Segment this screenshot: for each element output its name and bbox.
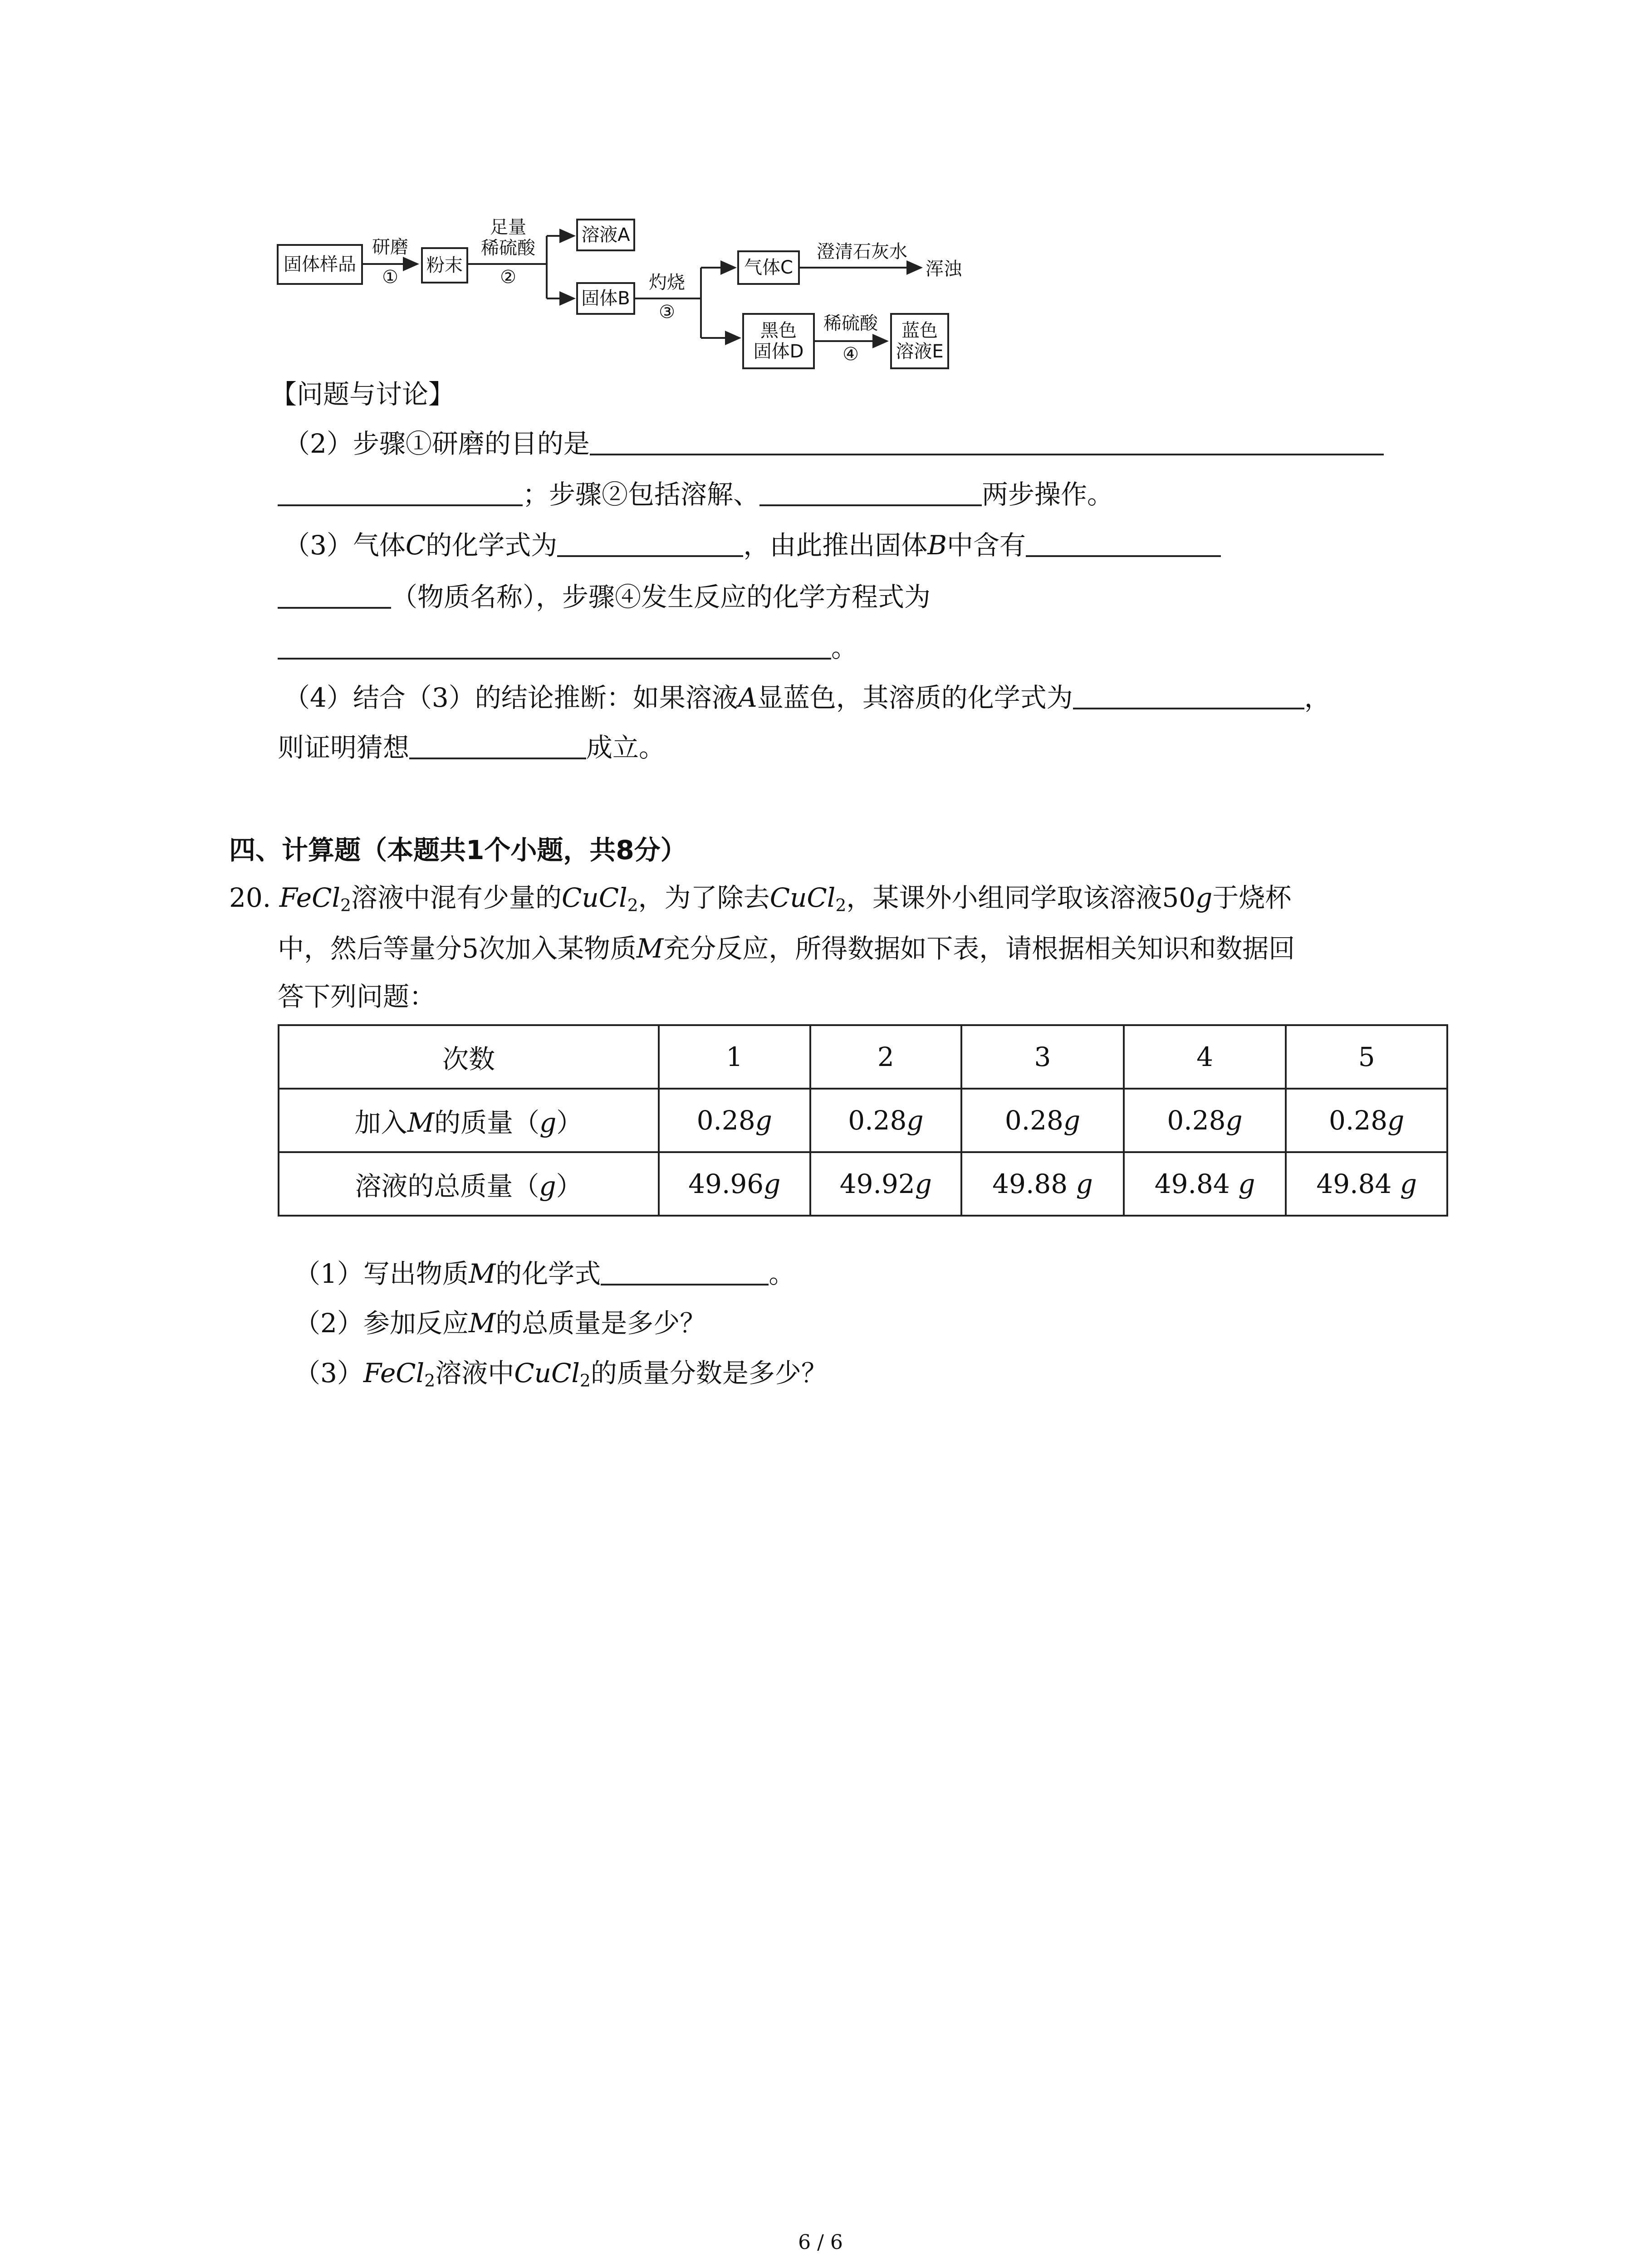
sub-q3: [294, 1360, 828, 1389]
q20-cucl-sub-2: 2: [835, 895, 847, 915]
q20-line2-a: 中，然后等量分5次加入某物质: [278, 933, 637, 964]
q20-fecl-sub: 2: [340, 895, 351, 915]
section4-heading: 四、计算题（本题共1个小题，共8分）: [229, 835, 687, 865]
box-solution-a: [576, 219, 635, 251]
q3-var-c: C: [405, 530, 426, 561]
discussion-heading: 【问题与讨论】: [270, 379, 455, 410]
step1-label: ①: [382, 267, 398, 288]
q2-text-a: （2）步骤①研磨的目的是: [284, 428, 590, 459]
q20-text2: ，为了除去: [638, 882, 770, 913]
sub-q1: [294, 1260, 795, 1287]
table-col-2: 2: [810, 1025, 962, 1089]
data-table: [278, 1024, 1448, 1217]
row2-unit: g: [1076, 1168, 1093, 1199]
row1-unit: g: [906, 1105, 924, 1136]
q3-text-c: ，由此推出固体: [743, 530, 928, 561]
row2-unit: g: [1400, 1168, 1417, 1199]
box-gas-c: [737, 250, 800, 285]
row2-unit: g: [764, 1168, 781, 1199]
table-col-1: 1: [659, 1025, 810, 1089]
row2-cell: [1124, 1152, 1286, 1216]
row1-unit: g: [755, 1105, 772, 1136]
step3-label: ③: [659, 302, 675, 323]
q20-line2: [278, 935, 1295, 962]
sub-q2-m: M: [468, 1308, 496, 1339]
q3-blank-1[interactable]: [557, 532, 743, 557]
row1-label-m: M: [407, 1107, 435, 1138]
q20-fecl: FeCl: [279, 882, 341, 913]
row2-value: 49.88: [992, 1168, 1076, 1199]
row1-value: 0.28: [1167, 1105, 1226, 1136]
box-solid-sample: [277, 244, 363, 285]
row2-unit: g: [1238, 1168, 1255, 1199]
row1-unit: g: [1387, 1105, 1405, 1136]
box-black-solid-d-line2: 固体D: [753, 341, 804, 362]
row2-label-g: g: [539, 1171, 556, 1202]
row2-value: 49.92: [839, 1168, 915, 1199]
row2-label: [279, 1152, 659, 1216]
row2-value: 49.96: [688, 1168, 764, 1199]
row2-cell: [961, 1152, 1124, 1216]
page-number: 6 / 6: [798, 2231, 843, 2254]
box-solid-sample-label: 固体样品: [284, 254, 356, 275]
row2-unit: g: [915, 1168, 932, 1199]
box-solid-b-label: 固体B: [581, 288, 630, 309]
acid1-label-line1: 足量: [490, 217, 526, 238]
q3-var-b: B: [927, 530, 947, 561]
row1-label-b: 的质量（: [434, 1107, 540, 1138]
q3-line3: [278, 634, 857, 661]
row2-label-c: ）: [556, 1171, 583, 1202]
q4-text-d: 成立。: [586, 732, 666, 763]
q3-blank-4[interactable]: [278, 634, 831, 660]
box-blue-solution-e-line2: 溶液E: [896, 341, 944, 362]
q3-text-d: 中含有: [946, 530, 1026, 561]
table-col-4: 4: [1124, 1025, 1286, 1089]
q20-text4: 于烧杯: [1212, 882, 1292, 913]
q3-line1: [284, 530, 1221, 561]
q3-end: 。: [831, 632, 858, 663]
row2-cell: [659, 1152, 810, 1216]
row2-cell: [1286, 1152, 1447, 1216]
acid1-label-line2: 稀硫酸: [481, 238, 535, 259]
sub-q1-m: M: [468, 1258, 496, 1289]
q20-line3: 答下列问题：: [278, 981, 436, 1012]
sub-q3-text-b: 溶液中: [435, 1358, 514, 1388]
sub-q2-text-a: （2）参加反应: [294, 1308, 469, 1339]
q4-comma: ，: [1304, 682, 1331, 713]
sub-q2-text-b: 的总质量是多少？: [495, 1308, 706, 1339]
row1-value: 0.28: [1004, 1105, 1063, 1136]
q20-cucl: CuCl: [562, 882, 627, 913]
burn-label: 灼烧: [649, 272, 685, 293]
q4-blank-1[interactable]: [1073, 684, 1304, 709]
table-row: [279, 1152, 1447, 1216]
grind-label: 研磨: [372, 237, 408, 258]
turbid-label: 浑浊: [926, 259, 962, 279]
q4-text-b: 显蓝色，其溶质的化学式为: [757, 682, 1073, 713]
q4-var-a: A: [738, 682, 757, 713]
table-row: [279, 1025, 1447, 1089]
q20-line1: [229, 882, 1292, 915]
limewater-label: 澄清石灰水: [817, 241, 907, 262]
row1-label-a: 加入: [354, 1107, 407, 1138]
q2-blank-2[interactable]: [278, 481, 523, 506]
q2-text-b: ；步骤②包括溶解、: [523, 479, 760, 510]
q20-var-m: M: [636, 933, 664, 964]
q3-text-a: （3）气体: [284, 530, 406, 561]
row1-cell: [1286, 1089, 1447, 1152]
q20-cucl-2: CuCl: [769, 882, 836, 913]
q20-cucl-sub: 2: [627, 895, 638, 915]
box-black-solid-d-line1: 黑色: [760, 320, 797, 341]
q20-line2-b: 充分反应，所得数据如下表，请根据相关知识和数据回: [663, 933, 1295, 964]
q2-blank-1[interactable]: [590, 430, 1384, 455]
row1-cell: [961, 1089, 1124, 1152]
q3-text-e: （物质名称），步骤④发生反应的化学方程式为: [391, 582, 931, 612]
row2-label-a: 溶液的总质量（: [355, 1171, 539, 1202]
q3-line2: [278, 583, 931, 610]
q4-line1: [284, 684, 1331, 711]
step4-label: ④: [843, 344, 859, 365]
q20-text1: 溶液中混有少量的: [351, 882, 562, 913]
box-blue-solution-e: [890, 313, 949, 369]
box-solid-b: [576, 282, 635, 315]
box-powder-label: 粉末: [426, 255, 463, 276]
row1-label-g: g: [539, 1107, 557, 1138]
step2-label: ②: [500, 267, 516, 288]
box-gas-c-label: 气体C: [744, 257, 793, 278]
q3-blank-2[interactable]: [1026, 532, 1221, 557]
sub-q1-text-b: 的化学式: [495, 1258, 601, 1289]
sub-q3-text-c: 的质量分数是多少？: [590, 1358, 828, 1388]
q3-text-b: 的化学式为: [426, 530, 558, 561]
row1-cell: [659, 1089, 810, 1152]
row2-cell: [810, 1152, 962, 1216]
q4-blank-2[interactable]: [409, 734, 586, 759]
row1-cell: [810, 1089, 962, 1152]
acid2-label: 稀硫酸: [823, 313, 878, 334]
box-blue-solution-e-line1: 蓝色: [901, 320, 938, 341]
sub-q3-cucl-sub: 2: [579, 1370, 591, 1391]
row2-value: 49.84: [1316, 1168, 1400, 1199]
box-solution-a-label: 溶液A: [581, 225, 630, 245]
q2-line1: [284, 430, 1384, 457]
row1-unit: g: [1063, 1105, 1081, 1136]
q2-text-c: 两步操作。: [982, 479, 1114, 510]
sub-q3-fecl-sub: 2: [424, 1370, 436, 1391]
sub-q1-blank[interactable]: [601, 1260, 769, 1286]
sub-q3-cucl: CuCl: [514, 1358, 580, 1388]
row1-label-c: ）: [556, 1107, 583, 1138]
q20-num50: 50: [1162, 882, 1196, 913]
row1-value: 0.28: [696, 1105, 755, 1136]
sub-q3-text-a: （3）: [294, 1358, 363, 1388]
table-col-3: 3: [961, 1025, 1124, 1089]
row1-value: 0.28: [1329, 1105, 1388, 1136]
sub-q2: [294, 1308, 706, 1339]
q4-line2: [278, 734, 665, 761]
q2-line2: [278, 481, 1113, 508]
q4-text-c: 则证明猜想: [278, 732, 410, 763]
row1-value: 0.28: [848, 1105, 907, 1136]
row1-label: [279, 1089, 659, 1152]
row1-unit: g: [1225, 1105, 1243, 1136]
q20-text3: ，某课外小组同学取该溶液: [846, 882, 1162, 913]
table-header-label: 次数: [279, 1025, 659, 1089]
q4-text-a: （4）结合（3）的结论推断：如果溶液: [284, 682, 738, 713]
box-black-solid-d: [742, 313, 815, 369]
q20-unit-g: g: [1195, 882, 1213, 913]
q2-blank-3[interactable]: [759, 481, 982, 506]
q20-number: 20.: [229, 882, 271, 913]
table-col-5: 5: [1286, 1025, 1447, 1089]
table-row: [279, 1089, 1447, 1152]
box-powder: [421, 247, 468, 284]
q3-blank-3[interactable]: [278, 583, 391, 609]
sub-q1-text-a: （1）写出物质: [294, 1258, 469, 1289]
row2-value: 49.84: [1154, 1168, 1239, 1199]
row1-cell: [1124, 1089, 1286, 1152]
sub-q1-end: 。: [769, 1258, 795, 1289]
sub-q3-fecl: FeCl: [363, 1358, 425, 1388]
